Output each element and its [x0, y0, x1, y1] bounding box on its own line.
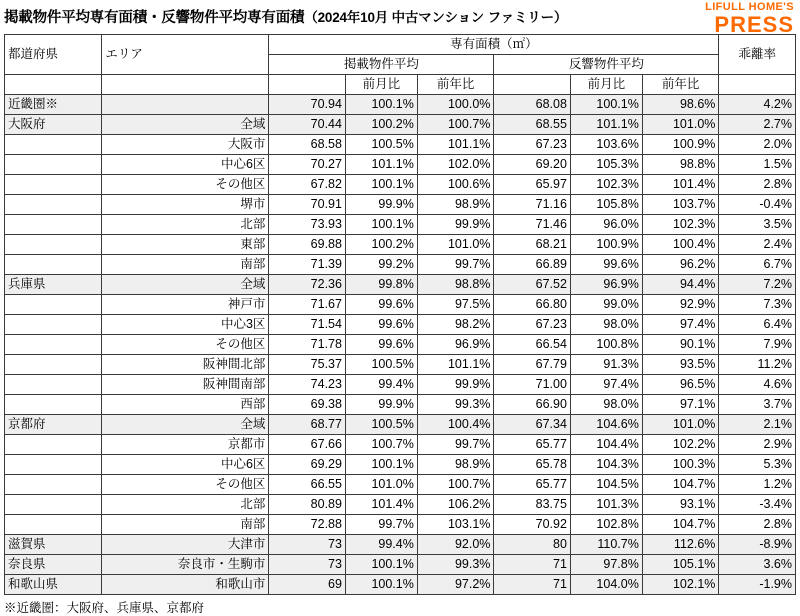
table-row	[5, 515, 796, 535]
page-title-sub: （2024年10月 中古マンション ファミリー）	[304, 10, 568, 25]
cell-keisai-yoy: 100.6%	[417, 175, 494, 195]
cell-hankyo-mom: 91.3%	[570, 355, 642, 375]
cell-keisai-mom: 100.5%	[345, 355, 417, 375]
cell-prefecture	[5, 515, 102, 535]
cell-kairi: 2.9%	[719, 435, 796, 455]
cell-hankyo-mom: 101.1%	[570, 115, 642, 135]
cell-keisai-mom: 99.4%	[345, 535, 417, 555]
cell-prefecture	[5, 155, 102, 175]
cell-kairi: 2.8%	[719, 175, 796, 195]
table-row	[5, 555, 796, 575]
cell-keisai-value: 69.29	[269, 455, 346, 475]
cell-hankyo-mom: 104.5%	[570, 475, 642, 495]
table-row	[5, 395, 796, 415]
cell-hankyo-value: 67.79	[494, 355, 571, 375]
cell-hankyo-mom: 99.6%	[570, 255, 642, 275]
cell-hankyo-yoy: 97.1%	[642, 395, 719, 415]
cell-area	[102, 95, 269, 115]
cell-keisai-yoy: 99.3%	[417, 395, 494, 415]
cell-prefecture: 滋賀県	[5, 535, 102, 555]
cell-keisai-value: 73	[269, 535, 346, 555]
table-row	[5, 455, 796, 475]
cell-prefecture	[5, 195, 102, 215]
col-header-hankyo-value	[494, 75, 571, 95]
cell-area: 北部	[102, 215, 269, 235]
cell-keisai-yoy: 102.0%	[417, 155, 494, 175]
cell-hankyo-value: 71	[494, 555, 571, 575]
cell-prefecture	[5, 215, 102, 235]
cell-area: 京都市	[102, 435, 269, 455]
cell-hankyo-value: 69.20	[494, 155, 571, 175]
cell-hankyo-mom: 105.3%	[570, 155, 642, 175]
table-header-row-1	[5, 35, 796, 55]
cell-keisai-mom: 100.1%	[345, 455, 417, 475]
table-row	[5, 375, 796, 395]
table-row	[5, 275, 796, 295]
cell-hankyo-yoy: 98.8%	[642, 155, 719, 175]
cell-keisai-value: 72.36	[269, 275, 346, 295]
cell-keisai-yoy: 101.1%	[417, 355, 494, 375]
cell-keisai-yoy: 96.9%	[417, 335, 494, 355]
table-row	[5, 155, 796, 175]
cell-area: 堺市	[102, 195, 269, 215]
cell-hankyo-yoy: 100.9%	[642, 135, 719, 155]
cell-kairi: 1.2%	[719, 475, 796, 495]
cell-hankyo-mom: 102.3%	[570, 175, 642, 195]
cell-kairi: 2.8%	[719, 515, 796, 535]
cell-hankyo-value: 67.34	[494, 415, 571, 435]
cell-keisai-mom: 99.4%	[345, 375, 417, 395]
cell-keisai-yoy: 100.0%	[417, 95, 494, 115]
brand-logo	[705, 2, 794, 36]
cell-area: 全域	[102, 115, 269, 135]
cell-hankyo-yoy: 100.4%	[642, 235, 719, 255]
table-footnote: ※近畿圏：大阪府、兵庫県、京都府	[4, 601, 205, 615]
cell-keisai-yoy: 98.2%	[417, 315, 494, 335]
cell-keisai-value: 69	[269, 575, 346, 595]
cell-hankyo-value: 65.77	[494, 435, 571, 455]
cell-kairi: -1.9%	[719, 575, 796, 595]
col-header-keisai-yoy: 前年比	[417, 75, 494, 95]
cell-kairi: 2.7%	[719, 115, 796, 135]
cell-area: 東部	[102, 235, 269, 255]
cell-hankyo-yoy: 104.7%	[642, 515, 719, 535]
table-row	[5, 415, 796, 435]
page-title-main: 掲載物件平均専有面積・反響物件平均専有面積	[4, 10, 305, 26]
cell-keisai-mom: 100.1%	[345, 175, 417, 195]
table-row	[5, 235, 796, 255]
cell-keisai-value: 70.91	[269, 195, 346, 215]
data-table	[4, 34, 796, 595]
col-header-blank-pref	[5, 75, 102, 95]
cell-keisai-value: 80.89	[269, 495, 346, 515]
cell-hankyo-yoy: 97.4%	[642, 315, 719, 335]
cell-keisai-value: 74.23	[269, 375, 346, 395]
table-row	[5, 95, 796, 115]
cell-keisai-value: 71.54	[269, 315, 346, 335]
cell-prefecture: 和歌山県	[5, 575, 102, 595]
cell-keisai-yoy: 101.1%	[417, 135, 494, 155]
table-row	[5, 175, 796, 195]
cell-keisai-value: 70.27	[269, 155, 346, 175]
cell-keisai-mom: 100.2%	[345, 115, 417, 135]
cell-hankyo-yoy: 102.2%	[642, 435, 719, 455]
cell-keisai-mom: 99.6%	[345, 335, 417, 355]
cell-keisai-value: 66.55	[269, 475, 346, 495]
cell-hankyo-mom: 103.6%	[570, 135, 642, 155]
cell-keisai-yoy: 98.8%	[417, 275, 494, 295]
cell-keisai-yoy: 99.3%	[417, 555, 494, 575]
cell-hankyo-mom: 104.3%	[570, 455, 642, 475]
cell-keisai-value: 72.88	[269, 515, 346, 535]
cell-keisai-mom: 100.1%	[345, 575, 417, 595]
cell-hankyo-value: 66.80	[494, 295, 571, 315]
table-row	[5, 315, 796, 335]
cell-keisai-yoy: 103.1%	[417, 515, 494, 535]
cell-area: 全域	[102, 275, 269, 295]
cell-hankyo-yoy: 93.1%	[642, 495, 719, 515]
cell-prefecture	[5, 255, 102, 275]
cell-kairi: -0.4%	[719, 195, 796, 215]
col-header-keisai: 掲載物件平均	[269, 55, 494, 75]
table-row	[5, 115, 796, 135]
cell-keisai-mom: 100.1%	[345, 215, 417, 235]
cell-hankyo-yoy: 92.9%	[642, 295, 719, 315]
cell-keisai-mom: 100.5%	[345, 415, 417, 435]
cell-keisai-mom: 101.1%	[345, 155, 417, 175]
cell-prefecture	[5, 475, 102, 495]
cell-kairi: 3.6%	[719, 555, 796, 575]
cell-hankyo-value: 68.21	[494, 235, 571, 255]
table-row	[5, 215, 796, 235]
cell-hankyo-yoy: 102.3%	[642, 215, 719, 235]
cell-hankyo-mom: 98.0%	[570, 315, 642, 335]
cell-hankyo-mom: 99.0%	[570, 295, 642, 315]
page-header	[0, 0, 800, 37]
cell-hankyo-value: 65.78	[494, 455, 571, 475]
cell-hankyo-value: 70.92	[494, 515, 571, 535]
cell-area: 北部	[102, 495, 269, 515]
cell-prefecture	[5, 335, 102, 355]
cell-hankyo-value: 66.89	[494, 255, 571, 275]
cell-hankyo-yoy: 103.7%	[642, 195, 719, 215]
cell-keisai-mom: 100.7%	[345, 435, 417, 455]
cell-keisai-value: 70.44	[269, 115, 346, 135]
cell-area: 大津市	[102, 535, 269, 555]
table-row	[5, 575, 796, 595]
cell-hankyo-yoy: 98.6%	[642, 95, 719, 115]
cell-area: 大阪市	[102, 135, 269, 155]
cell-kairi: 1.5%	[719, 155, 796, 175]
cell-area: その他区	[102, 335, 269, 355]
cell-keisai-yoy: 99.9%	[417, 215, 494, 235]
cell-keisai-mom: 99.9%	[345, 395, 417, 415]
cell-prefecture: 京都府	[5, 415, 102, 435]
cell-hankyo-mom: 102.8%	[570, 515, 642, 535]
table-row	[5, 475, 796, 495]
cell-prefecture	[5, 315, 102, 335]
cell-prefecture	[5, 355, 102, 375]
cell-hankyo-value: 67.52	[494, 275, 571, 295]
cell-keisai-value: 68.77	[269, 415, 346, 435]
cell-hankyo-value: 65.97	[494, 175, 571, 195]
cell-hankyo-yoy: 94.4%	[642, 275, 719, 295]
cell-keisai-mom: 99.6%	[345, 295, 417, 315]
cell-hankyo-mom: 104.4%	[570, 435, 642, 455]
cell-prefecture	[5, 235, 102, 255]
cell-area: 中心6区	[102, 455, 269, 475]
cell-hankyo-value: 71.16	[494, 195, 571, 215]
col-header-keisai-mom: 前月比	[345, 75, 417, 95]
cell-keisai-yoy: 100.7%	[417, 475, 494, 495]
cell-keisai-yoy: 97.5%	[417, 295, 494, 315]
col-header-blank-kairi	[719, 75, 796, 95]
cell-kairi: 3.7%	[719, 395, 796, 415]
cell-area: その他区	[102, 475, 269, 495]
cell-prefecture: 奈良県	[5, 555, 102, 575]
cell-kairi: 2.4%	[719, 235, 796, 255]
cell-keisai-value: 73	[269, 555, 346, 575]
cell-prefecture: 兵庫県	[5, 275, 102, 295]
cell-keisai-yoy: 99.9%	[417, 375, 494, 395]
table-body	[5, 95, 796, 595]
cell-keisai-mom: 99.9%	[345, 195, 417, 215]
cell-hankyo-mom: 100.1%	[570, 95, 642, 115]
cell-keisai-mom: 99.8%	[345, 275, 417, 295]
cell-prefecture	[5, 395, 102, 415]
cell-kairi: 7.9%	[719, 335, 796, 355]
cell-keisai-yoy: 97.2%	[417, 575, 494, 595]
cell-keisai-value: 68.58	[269, 135, 346, 155]
cell-hankyo-yoy: 112.6%	[642, 535, 719, 555]
cell-hankyo-value: 67.23	[494, 315, 571, 335]
cell-area: 中心3区	[102, 315, 269, 335]
cell-hankyo-yoy: 104.7%	[642, 475, 719, 495]
cell-kairi: 4.2%	[719, 95, 796, 115]
cell-keisai-value: 69.88	[269, 235, 346, 255]
col-header-hankyo-mom: 前月比	[570, 75, 642, 95]
col-header-menseki: 専有面積（㎡）	[269, 35, 719, 55]
cell-prefecture	[5, 175, 102, 195]
cell-kairi: 5.3%	[719, 455, 796, 475]
cell-keisai-mom: 101.0%	[345, 475, 417, 495]
cell-keisai-value: 73.93	[269, 215, 346, 235]
cell-kairi: -8.9%	[719, 535, 796, 555]
cell-hankyo-value: 71.46	[494, 215, 571, 235]
cell-hankyo-yoy: 101.0%	[642, 115, 719, 135]
cell-kairi: 2.1%	[719, 415, 796, 435]
cell-hankyo-mom: 105.8%	[570, 195, 642, 215]
cell-prefecture	[5, 295, 102, 315]
cell-keisai-mom: 101.4%	[345, 495, 417, 515]
cell-keisai-yoy: 98.9%	[417, 195, 494, 215]
cell-keisai-yoy: 99.7%	[417, 255, 494, 275]
cell-prefecture: 近畿圏※	[5, 95, 102, 115]
cell-prefecture	[5, 375, 102, 395]
cell-keisai-yoy: 99.7%	[417, 435, 494, 455]
cell-hankyo-mom: 97.4%	[570, 375, 642, 395]
cell-hankyo-mom: 97.8%	[570, 555, 642, 575]
cell-keisai-yoy: 98.9%	[417, 455, 494, 475]
cell-keisai-mom: 100.1%	[345, 95, 417, 115]
cell-keisai-value: 75.37	[269, 355, 346, 375]
cell-kairi: 6.7%	[719, 255, 796, 275]
table-row	[5, 435, 796, 455]
cell-area: 奈良市・生駒市	[102, 555, 269, 575]
cell-area: 西部	[102, 395, 269, 415]
cell-keisai-value: 71.39	[269, 255, 346, 275]
table-row	[5, 135, 796, 155]
table-row	[5, 195, 796, 215]
cell-hankyo-value: 80	[494, 535, 571, 555]
cell-hankyo-yoy: 100.3%	[642, 455, 719, 475]
cell-hankyo-value: 71	[494, 575, 571, 595]
cell-hankyo-value: 66.54	[494, 335, 571, 355]
cell-hankyo-value: 67.23	[494, 135, 571, 155]
table-row	[5, 335, 796, 355]
cell-hankyo-value: 65.77	[494, 475, 571, 495]
cell-keisai-mom: 99.6%	[345, 315, 417, 335]
cell-keisai-value: 71.78	[269, 335, 346, 355]
cell-hankyo-mom: 104.6%	[570, 415, 642, 435]
col-header-kairi: 乖離率	[719, 35, 796, 75]
cell-keisai-value: 70.94	[269, 95, 346, 115]
cell-hankyo-yoy: 102.1%	[642, 575, 719, 595]
page-title	[4, 6, 796, 27]
cell-keisai-mom: 99.2%	[345, 255, 417, 275]
cell-prefecture	[5, 435, 102, 455]
cell-kairi: 3.5%	[719, 215, 796, 235]
brand-name-bottom: PRESS	[714, 12, 794, 37]
cell-kairi: 2.0%	[719, 135, 796, 155]
table-header-row-3	[5, 75, 796, 95]
table-row	[5, 355, 796, 375]
cell-area: 南部	[102, 255, 269, 275]
cell-prefecture	[5, 455, 102, 475]
cell-keisai-yoy: 101.0%	[417, 235, 494, 255]
cell-hankyo-yoy: 101.4%	[642, 175, 719, 195]
cell-area: 中心6区	[102, 155, 269, 175]
cell-prefecture: 大阪府	[5, 115, 102, 135]
col-header-hankyo-yoy: 前年比	[642, 75, 719, 95]
cell-hankyo-mom: 98.0%	[570, 395, 642, 415]
cell-hankyo-mom: 100.8%	[570, 335, 642, 355]
cell-hankyo-mom: 96.9%	[570, 275, 642, 295]
cell-hankyo-mom: 100.9%	[570, 235, 642, 255]
table-row	[5, 295, 796, 315]
col-header-hankyo: 反響物件平均	[494, 55, 719, 75]
cell-keisai-yoy: 100.7%	[417, 115, 494, 135]
cell-hankyo-yoy: 101.0%	[642, 415, 719, 435]
col-header-blank-area	[102, 75, 269, 95]
cell-kairi: 6.4%	[719, 315, 796, 335]
cell-kairi: 7.2%	[719, 275, 796, 295]
cell-hankyo-value: 83.75	[494, 495, 571, 515]
cell-area: 南部	[102, 515, 269, 535]
cell-keisai-value: 69.38	[269, 395, 346, 415]
cell-keisai-value: 67.66	[269, 435, 346, 455]
col-header-keisai-value	[269, 75, 346, 95]
cell-kairi: 11.2%	[719, 355, 796, 375]
cell-hankyo-mom: 96.0%	[570, 215, 642, 235]
cell-area: 阪神間北部	[102, 355, 269, 375]
cell-hankyo-yoy: 93.5%	[642, 355, 719, 375]
cell-hankyo-mom: 104.0%	[570, 575, 642, 595]
cell-keisai-yoy: 106.2%	[417, 495, 494, 515]
cell-hankyo-yoy: 96.2%	[642, 255, 719, 275]
cell-kairi: 7.3%	[719, 295, 796, 315]
cell-prefecture	[5, 135, 102, 155]
table-row	[5, 535, 796, 555]
cell-keisai-mom: 100.5%	[345, 135, 417, 155]
cell-keisai-mom: 99.7%	[345, 515, 417, 535]
cell-kairi: -3.4%	[719, 495, 796, 515]
cell-hankyo-value: 68.55	[494, 115, 571, 135]
cell-keisai-value: 71.67	[269, 295, 346, 315]
table-row	[5, 495, 796, 515]
brand-name-top: LIFULL HOME'S	[705, 1, 794, 13]
cell-area: 和歌山市	[102, 575, 269, 595]
col-header-prefecture: 都道府県	[5, 35, 102, 75]
cell-keisai-mom: 100.2%	[345, 235, 417, 255]
table-row	[5, 255, 796, 275]
col-header-area: エリア	[102, 35, 269, 75]
cell-keisai-value: 67.82	[269, 175, 346, 195]
cell-hankyo-mom: 110.7%	[570, 535, 642, 555]
cell-kairi: 4.6%	[719, 375, 796, 395]
cell-hankyo-value: 66.90	[494, 395, 571, 415]
cell-hankyo-value: 68.08	[494, 95, 571, 115]
cell-area: 全域	[102, 415, 269, 435]
cell-keisai-mom: 100.1%	[345, 555, 417, 575]
cell-area: 神戸市	[102, 295, 269, 315]
cell-hankyo-yoy: 105.1%	[642, 555, 719, 575]
cell-hankyo-yoy: 96.5%	[642, 375, 719, 395]
cell-keisai-yoy: 92.0%	[417, 535, 494, 555]
cell-keisai-yoy: 100.4%	[417, 415, 494, 435]
cell-hankyo-mom: 101.3%	[570, 495, 642, 515]
cell-area: その他区	[102, 175, 269, 195]
cell-area: 阪神間南部	[102, 375, 269, 395]
cell-hankyo-yoy: 90.1%	[642, 335, 719, 355]
cell-prefecture	[5, 495, 102, 515]
cell-hankyo-value: 71.00	[494, 375, 571, 395]
